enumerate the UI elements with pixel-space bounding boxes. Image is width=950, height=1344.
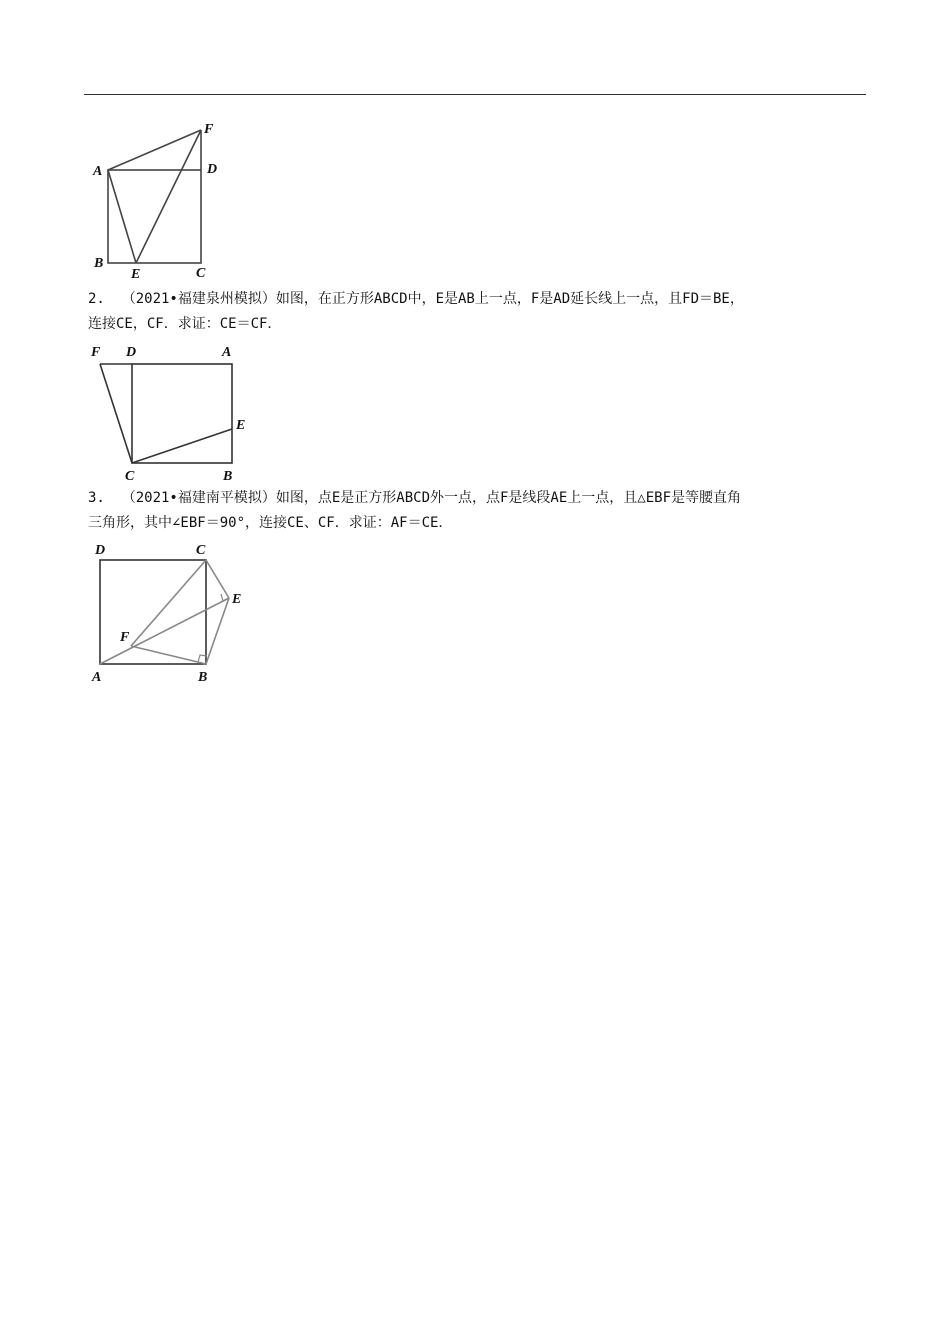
header-rule	[84, 94, 866, 95]
label-b: B	[198, 670, 208, 685]
label-f: F	[120, 630, 130, 645]
figure-2	[84, 338, 264, 488]
problem-2-line-2: 连接CE，CF．求证：CE＝CF．	[88, 316, 282, 332]
segment-ce	[206, 560, 229, 598]
problem-2-line-1	[88, 287, 868, 312]
problem-2-number: 2.	[88, 291, 105, 307]
label-c: C	[196, 543, 206, 558]
label-a: A	[93, 164, 103, 179]
problem-2-text	[88, 287, 868, 337]
square-dabc	[132, 364, 232, 463]
figure-3	[84, 535, 264, 695]
problem-3-number: 3.	[88, 490, 105, 506]
segment-fc	[100, 364, 132, 463]
segment-ae	[108, 170, 136, 263]
segment-cf	[131, 560, 206, 646]
label-a: A	[92, 670, 102, 685]
label-c: C	[125, 469, 135, 484]
square-abcd	[100, 560, 206, 664]
label-f: F	[204, 122, 214, 137]
label-f: F	[91, 345, 101, 360]
label-b: B	[223, 469, 233, 484]
label-d: D	[126, 345, 137, 360]
label-e: E	[232, 592, 242, 607]
label-a: A	[222, 345, 232, 360]
segment-ce	[132, 429, 232, 463]
segment-af	[108, 130, 201, 170]
label-e: E	[236, 418, 246, 433]
segment-bf	[131, 646, 206, 664]
problem-3-line-2: 三角形，其中∠EBF＝90°，连接CE、CF．求证：AF＝CE．	[88, 515, 453, 531]
problem-2-statement: （2021•福建泉州模拟）如图，在正方形ABCD中，E是AB上一点，F是AD延长线上一点，且FD＝BE，	[121, 291, 744, 307]
label-d: D	[95, 543, 106, 558]
label-c: C	[196, 266, 206, 281]
label-b: B	[94, 256, 104, 271]
problem-3-line-1	[88, 486, 868, 511]
label-d: D	[207, 162, 218, 177]
problem-3-text	[88, 486, 868, 536]
figure-1	[84, 115, 244, 285]
segment-fe	[136, 130, 201, 263]
label-e: E	[131, 267, 141, 282]
problem-3-statement: （2021•福建南平模拟）如图，点E是正方形ABCD外一点，点F是线段AE上一点，且△EBF是等腰直角	[121, 490, 742, 506]
